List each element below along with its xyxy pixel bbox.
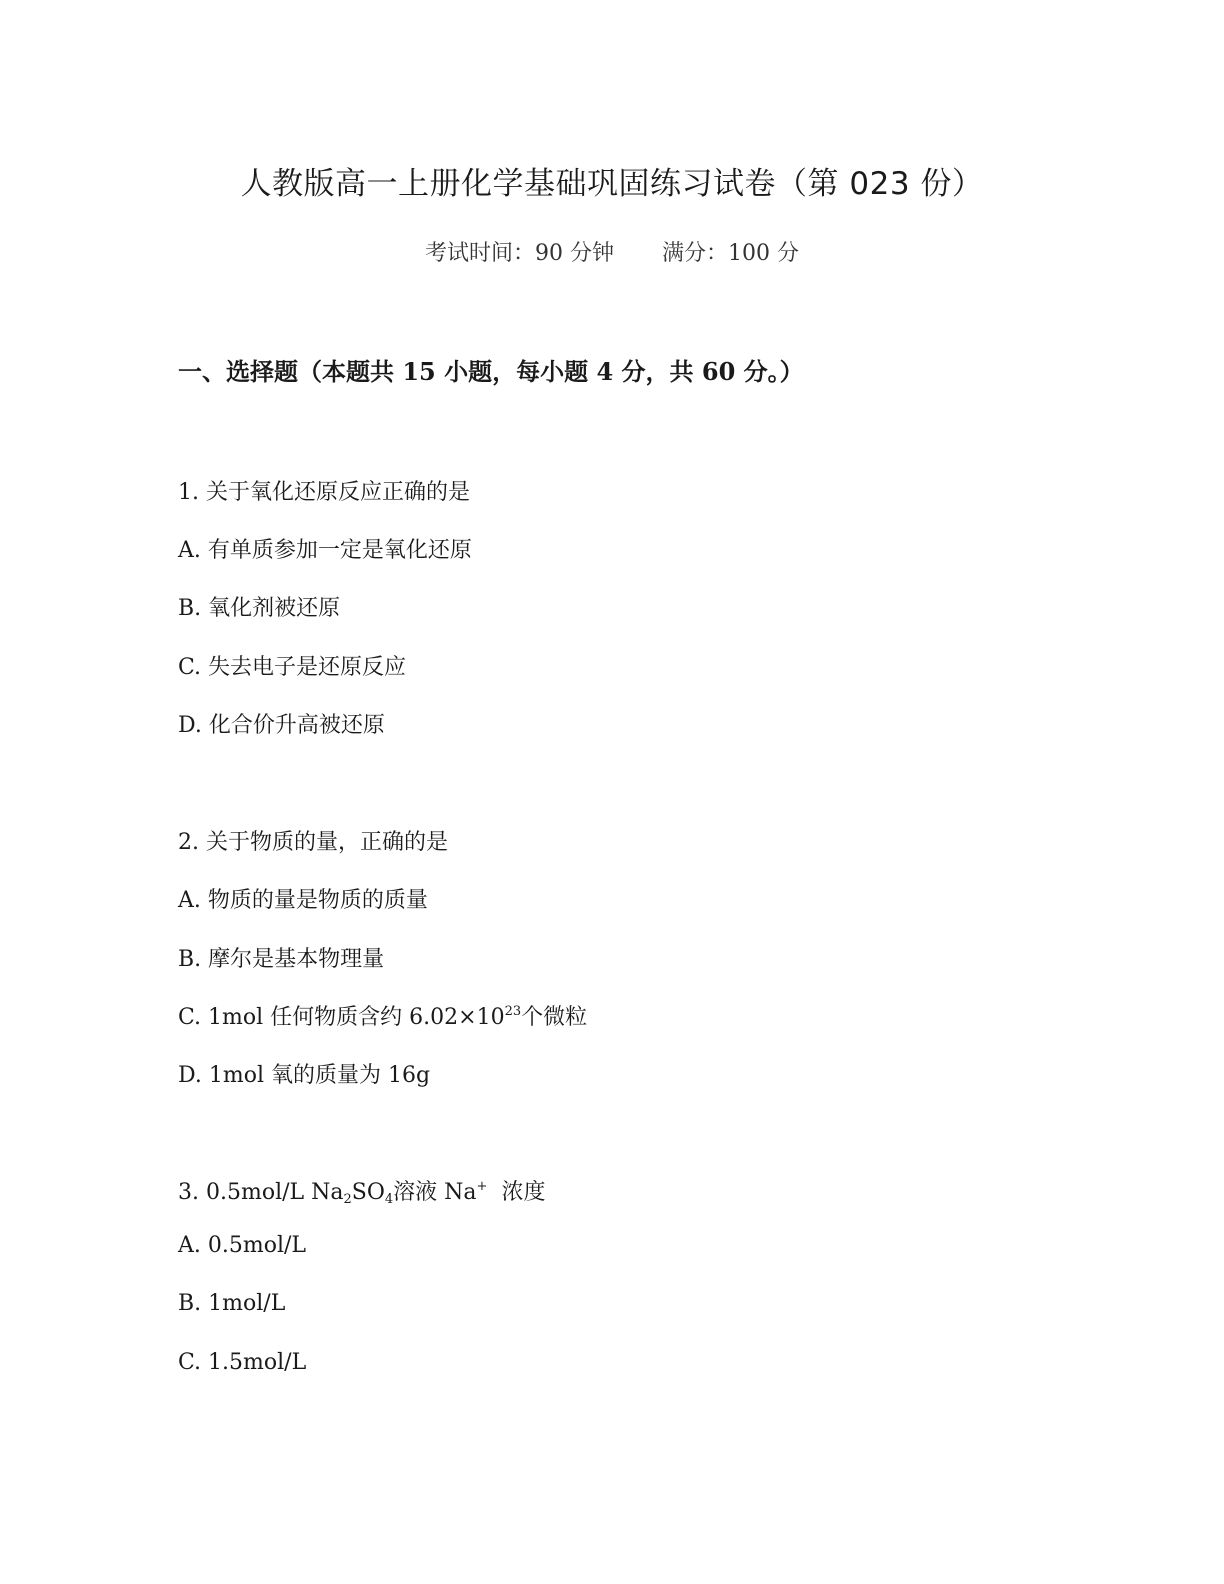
exam-time: 考试时间：90 分钟 <box>425 241 614 266</box>
question-2-option-d: D. 1mol 氧的质量为 16g <box>178 1063 431 1088</box>
question-2-option-c: C. 1mol 任何物质含约 $6.02\times 10^{23}$个微粒 <box>178 1004 588 1030</box>
section-heading: 一、选择题（本题共 15 小题，每小题 4 分，共 60 分。） <box>178 357 804 386</box>
question-3-option-c: C. 1.5mol/L <box>178 1350 307 1375</box>
question-3-option-b: B. 1mol/L <box>178 1291 286 1316</box>
question-1-option-b: B. 氧化剂被还原 <box>178 596 341 621</box>
question-3-option-a: A. 0.5mol/L <box>178 1233 307 1258</box>
question-2-stem: 2. 关于物质的量，正确的是 <box>178 830 448 855</box>
exam-score: 满分：100 分 <box>662 241 799 266</box>
question-1-option-a: A. 有单质参加一定是氧化还原 <box>178 538 472 563</box>
question-2-option-b: B. 摩尔是基本物理量 <box>178 947 385 972</box>
exam-meta <box>0 236 1224 267</box>
question-2-option-a: A. 物质的量是物质的质量 <box>178 888 428 913</box>
question-3-stem: 3. 0.5mol/L $Na_2SO_4$溶液 Na+ 浓度 <box>178 1179 546 1207</box>
question-1-stem: 1. 关于氧化还原反应正确的是 <box>178 480 470 505</box>
question-1-option-d: D. 化合价升高被还原 <box>178 713 385 738</box>
page-title: 人教版高一上册化学基础巩固练习试卷（第 023 份） <box>240 166 984 202</box>
question-1-option-c: C. 失去电子是还原反应 <box>178 655 407 680</box>
